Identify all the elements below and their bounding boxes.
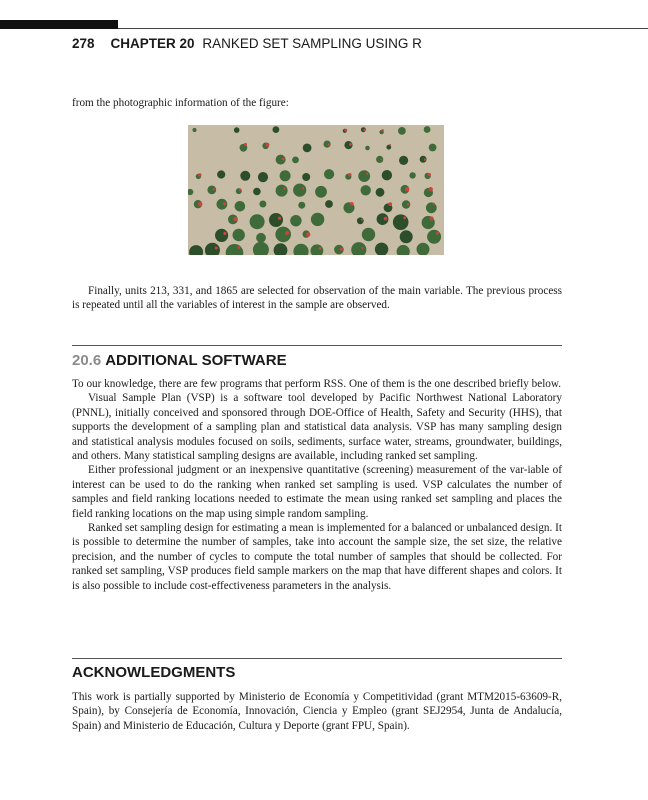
sample-marker xyxy=(223,232,226,235)
tree-canopy xyxy=(240,171,250,181)
sample-marker xyxy=(215,247,218,250)
tree-canopy xyxy=(429,144,437,152)
sample-marker xyxy=(362,247,364,249)
aerial-photo xyxy=(188,125,444,255)
sample-marker xyxy=(388,202,392,206)
aerial-photo-figure xyxy=(188,125,444,255)
tree-canopy xyxy=(382,170,392,180)
sample-marker xyxy=(382,129,384,131)
section-paragraph: To our knowledge, there are few programs that perform RSS. One of them is the one described briefly below. xyxy=(72,378,562,390)
ack-rule xyxy=(72,658,562,659)
tree-canopy xyxy=(362,228,375,241)
sample-marker xyxy=(407,203,410,206)
after-figure-text: Finally, units 213, 331, and 1865 are selected for observation of the main variable. The previous process is repeated until all the variables of interest in the sample are observed. xyxy=(72,285,562,312)
sample-marker xyxy=(430,216,434,220)
sample-marker xyxy=(363,129,366,132)
sample-marker xyxy=(278,217,281,220)
tree-canopy xyxy=(293,184,306,197)
sample-marker xyxy=(233,217,237,221)
sample-marker xyxy=(328,143,331,146)
tree-canopy xyxy=(426,202,437,213)
ack-body xyxy=(72,690,562,733)
tree-canopy xyxy=(298,202,305,209)
tree-canopy xyxy=(273,126,280,133)
running-header xyxy=(72,36,422,51)
intro-line: from the photographic information of the figure: xyxy=(72,97,289,109)
sample-marker xyxy=(424,159,426,161)
sample-marker xyxy=(433,203,435,205)
tree-canopy xyxy=(357,217,364,224)
tree-canopy xyxy=(365,146,370,151)
sample-marker xyxy=(344,129,347,132)
tree-canopy xyxy=(424,126,431,133)
section-paragraph: Either professional judgment or an inexpensive quantitative (screening) measurement of the var-iable of interest can be used to do the ranking when ranked set sampling is used. VSP calculates the number of samples and field ranking locations needed to estimate the mean using ranked set sampling and places the field ranking locations on the map using simple random sampling. xyxy=(72,464,562,520)
tree-canopy xyxy=(258,172,268,182)
after-figure-paragraph xyxy=(72,284,562,313)
section-body xyxy=(72,377,562,593)
tree-canopy xyxy=(398,127,406,135)
sample-marker xyxy=(319,247,322,250)
sample-marker xyxy=(213,188,215,190)
tree-canopy xyxy=(269,213,283,227)
sample-marker xyxy=(428,173,431,176)
tree-canopy xyxy=(325,200,333,208)
section-title: ADDITIONAL SOFTWARE xyxy=(105,352,287,369)
sample-marker xyxy=(348,173,351,176)
tree-canopy xyxy=(215,229,228,242)
section-number: 20.6 xyxy=(72,352,102,369)
sample-marker xyxy=(349,143,352,146)
section-paragraph: Visual Sample Plan (VSP) is a software tool developed by Pacific Northwest National Laboratory (PNNL), initially conceived and sponsored through DOE-Office of Health, Safety and Security (HHS), that supports the development of a sampling plan and statistical data analysis. VSP has many sampling design and statistical analysis modules focused on soils, sediments, surface water, streams, groundwater, buildings, and others. Many statistical sampling designs are available, including ranked set sampling. xyxy=(72,392,562,463)
tree-canopy xyxy=(399,156,408,165)
section-paragraph: Ranked set sampling design for estimating a mean is implemented for a balanced or unbalanced design. It is possible to determine the number of samples, take into account the sample size, the set size, the relative precision, and the number of cycles to compute the total number of samples that should be collected. For ranked set sampling, VSP produces field sample markers on the map that have different shapes and colors. It is also possible to include cost-effectiveness parameters in the analysis. xyxy=(72,522,562,592)
sample-marker xyxy=(244,143,247,146)
tree-canopy xyxy=(292,157,299,164)
sample-marker xyxy=(389,144,391,146)
tree-canopy xyxy=(427,230,441,244)
sample-marker xyxy=(405,187,409,191)
tree-canopy xyxy=(315,186,327,198)
section-rule xyxy=(72,345,562,346)
sample-marker xyxy=(198,202,203,207)
chapter-title: RANKED SET SAMPLING USING R xyxy=(202,36,422,51)
sample-marker xyxy=(366,172,368,174)
sample-marker xyxy=(238,246,241,249)
sample-marker xyxy=(302,187,304,189)
sample-marker xyxy=(381,159,383,161)
tree-canopy xyxy=(253,188,261,196)
section-heading xyxy=(72,352,287,369)
tree-canopy xyxy=(276,185,288,197)
tree-canopy xyxy=(256,233,266,243)
tree-canopy xyxy=(235,201,246,212)
tree-canopy xyxy=(376,188,385,197)
sample-marker xyxy=(282,158,285,161)
tree-canopy xyxy=(302,173,310,181)
tree-canopy xyxy=(217,170,225,178)
sample-marker xyxy=(198,173,201,176)
tree-canopy xyxy=(409,172,415,178)
sample-marker xyxy=(436,232,439,235)
sample-marker xyxy=(285,231,289,235)
tree-canopy xyxy=(233,229,245,241)
tree-canopy xyxy=(280,170,291,181)
header-bar xyxy=(0,20,118,29)
chapter-label: CHAPTER 20 xyxy=(110,36,195,51)
intro-paragraph xyxy=(72,96,562,110)
sample-marker xyxy=(239,189,242,192)
tree-canopy xyxy=(303,144,312,153)
ack-heading: ACKNOWLEDGMENTS xyxy=(72,664,236,681)
tree-canopy xyxy=(290,215,301,226)
tree-canopy xyxy=(358,170,370,182)
header-rule xyxy=(118,28,648,29)
tree-canopy xyxy=(361,185,371,195)
sample-marker xyxy=(306,232,311,237)
sample-marker xyxy=(340,248,343,251)
sample-marker xyxy=(403,217,406,220)
tree-canopy xyxy=(192,128,196,132)
tree-canopy xyxy=(234,127,240,133)
sample-marker xyxy=(429,187,433,191)
tree-canopy xyxy=(259,201,266,208)
sample-marker xyxy=(283,187,285,189)
tree-canopy xyxy=(324,169,334,179)
tree-canopy xyxy=(275,227,291,243)
sample-marker xyxy=(265,143,269,147)
tree-canopy xyxy=(393,214,409,230)
tree-canopy xyxy=(311,213,324,226)
sample-marker xyxy=(361,219,363,221)
tree-canopy xyxy=(250,214,265,229)
sample-marker xyxy=(350,202,354,206)
tree-canopy xyxy=(400,230,413,243)
sample-marker xyxy=(384,217,388,221)
page-number: 278 xyxy=(72,36,95,51)
sample-marker xyxy=(223,202,226,205)
ack-text: This work is partially supported by Ministerio de Economía y Competitividad (grant MTM2015-63609-R, Spain), by Consejería de Economía, Innovación, Ciencia y Empleo (grant SEJ2954, Junta de Andalucía, Spain) and Ministerio de Educación, Cultura y Deporte (grant FPU, Spain). xyxy=(72,691,562,732)
